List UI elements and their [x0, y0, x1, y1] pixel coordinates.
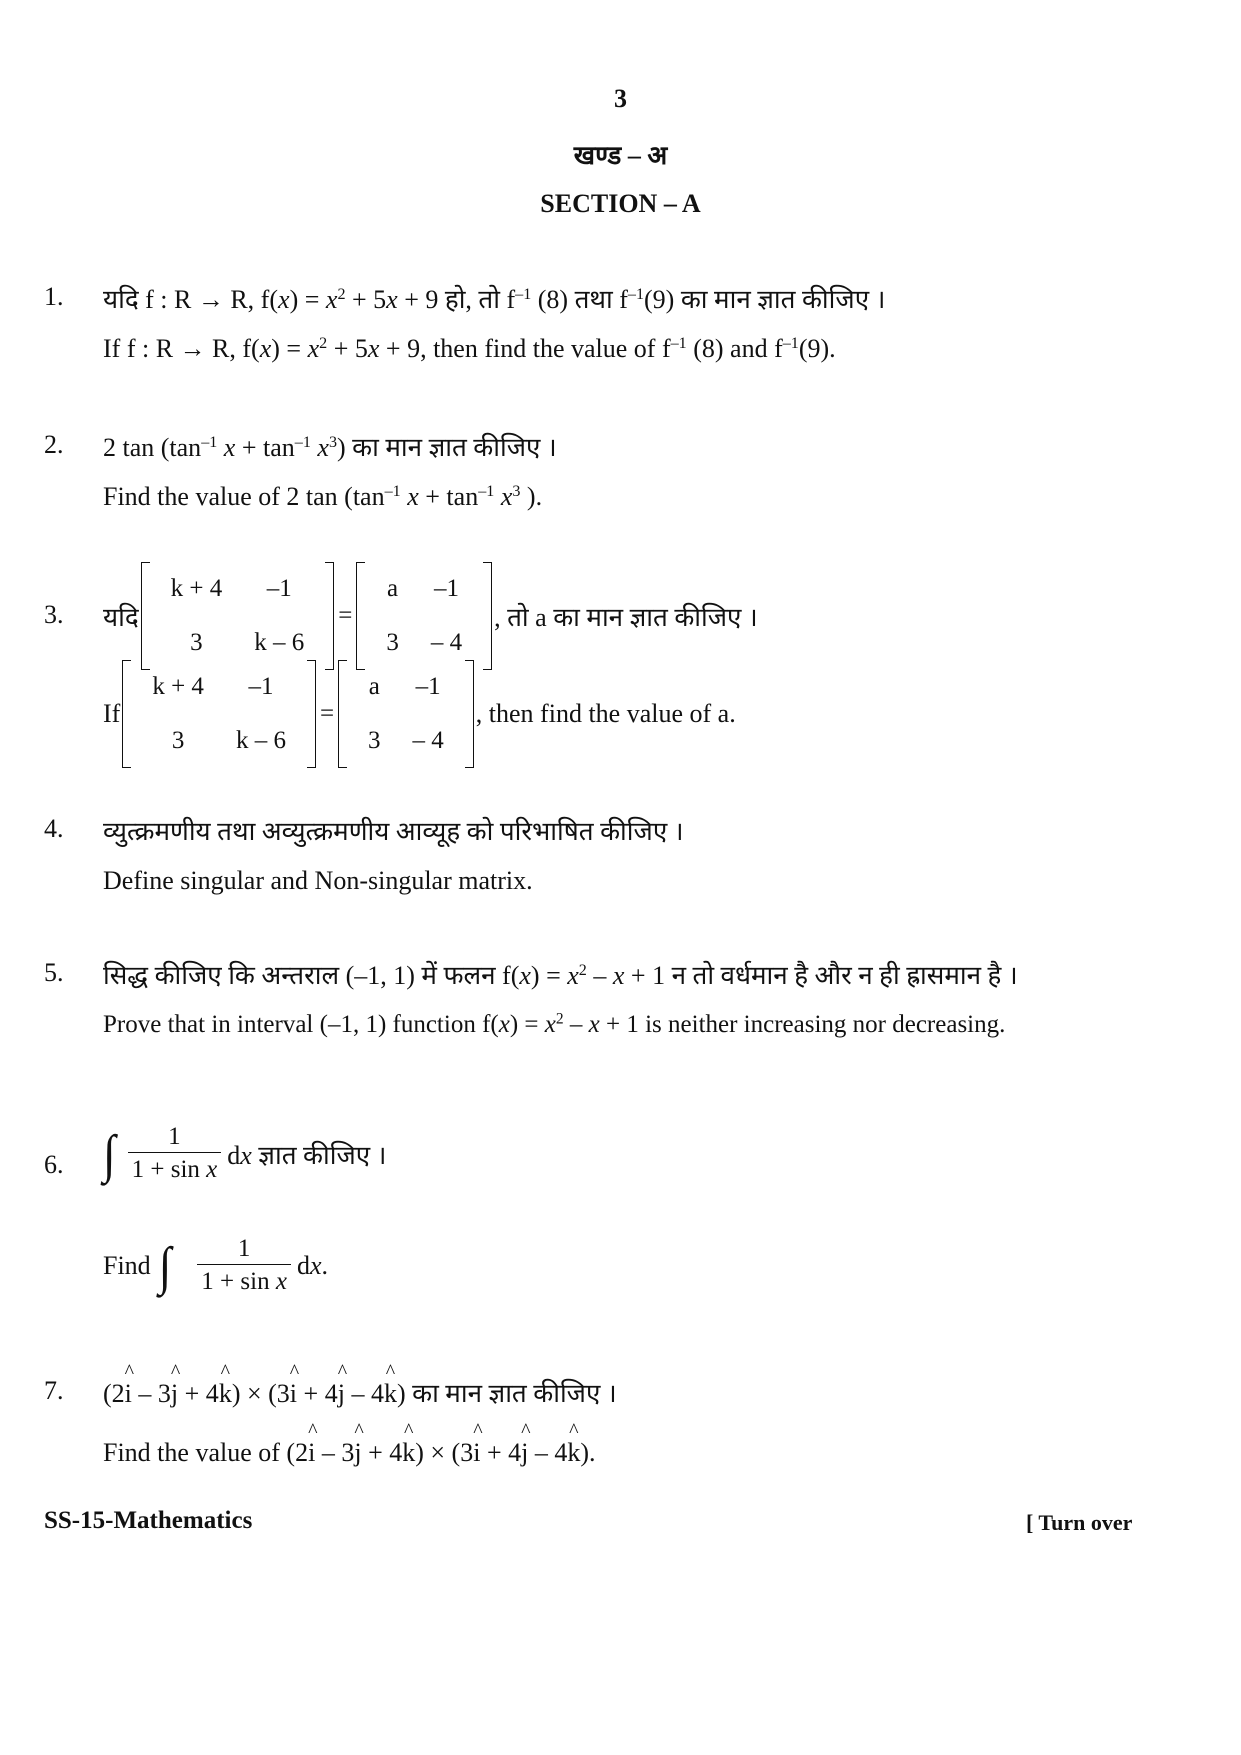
unit-vector-j: ^ j [170, 1361, 181, 1408]
question-number: 7. [44, 1376, 64, 1405]
unit-vector-j: ^ j [354, 1420, 364, 1467]
unit-vector-j: ^ j [521, 1420, 531, 1467]
integral-sign: ∫ [158, 1235, 172, 1295]
question-7-hindi: (2 ^ i – 3 ^ j + 4 ^ k) × (3 ^ i + 4 ^ j – 4 ^ k) का मान ज्ञात कीजिए । [103, 1361, 617, 1408]
unit-vector-i: ^ i [124, 1361, 135, 1408]
paper-code: SS-15-Mathematics [44, 1507, 253, 1534]
question-4-hindi: व्युत्क्रमणीय तथा अव्युत्क्रमणीय आव्यूह को परिभाषित कीजिए । [103, 817, 684, 846]
left-matrix: k + 4 –1 3 k – 6 [141, 562, 335, 670]
left-matrix: k + 4 –1 3 k – 6 [122, 660, 316, 768]
unit-vector-j: ^ j [337, 1361, 348, 1408]
question-number: 5. [44, 958, 64, 987]
unit-vector-i: ^ i [308, 1420, 318, 1467]
right-matrix: a –1 3 – 4 [356, 562, 492, 670]
unit-vector-k: ^ k [218, 1361, 232, 1408]
question-4-english: Define singular and Non-singular matrix. [103, 866, 533, 895]
question-number: 4. [44, 814, 64, 843]
question-3-hindi: यदि k + 4 –1 3 k – 6 = a –1 3 – 4 , तो a का मान ज्ञात कीजिए । [103, 562, 758, 670]
integral-sign: ∫ [103, 1123, 116, 1183]
unit-vector-i: ^ i [289, 1361, 300, 1408]
page-number: 3 [614, 84, 627, 113]
question-5-hindi: सिद्ध कीजिए कि अन्तराल (–1, 1) में फलन $f(x) = x^2 - x + 1$ न तो वर्धमान है और न ही ह्रासमान है । [103, 961, 1018, 990]
unit-vector-i: ^ i [473, 1420, 483, 1467]
question-1-english: If f : R → R, $f(x) = x^2 + 5x + 9$, then find the value of $f^{-1}$ (8) and $f^{-1}(9)$. [103, 334, 836, 363]
fraction: $\frac{1}{\text{1 + sin x}}$ [197, 1234, 291, 1297]
question-7-english: Find the value of (2 ^ i – 3 ^ j + 4 ^ k) × (3 ^ i + 4 ^ j – 4 ^ k). [103, 1420, 596, 1467]
right-matrix: a –1 3 – 4 [338, 660, 474, 768]
section-title-english: SECTION – A [540, 189, 701, 218]
section-title-hindi: खण्ड – अ [573, 141, 668, 170]
fraction: $\frac{1}{\text{1 + sin x}}$ [128, 1122, 222, 1185]
question-number: 6. [44, 1150, 64, 1179]
question-number: 1. [44, 282, 64, 311]
question-number: 2. [44, 430, 64, 459]
unit-vector-k: ^ k [402, 1420, 416, 1467]
question-2-english: Find the value of 2 $\tan (\tan^{-1}$ $x + \tan^{-1} x^3$ ). [103, 482, 543, 511]
question-2-hindi: 2 $\tan (\tan^{-1}$ $x + \tan^{-1} x^3$) का मान ज्ञात कीजिए । [103, 433, 557, 462]
question-6-hindi: ∫ $\frac{1}{\text{1 + sin x}}$ dx ज्ञात कीजिए । [103, 1122, 386, 1185]
unit-vector-k: ^ k [567, 1420, 581, 1467]
question-5-english: Prove that in interval (–1, 1) function $f(x) = x^2 - x + 1$ is neither increasing nor decreasing. [103, 1010, 1006, 1038]
turn-over-note: [ Turn over [1026, 1510, 1133, 1535]
question-3-english: If k + 4 –1 3 k – 6 = a –1 3 – 4 , then find the value of a. [103, 660, 736, 768]
question-number: 3. [44, 600, 64, 629]
question-6-english: Find ∫ $\frac{1}{\text{1 + sin x}}$ dx. [103, 1234, 328, 1297]
question-1-hindi: यदि f : R → R, $f(x) = x^2 + 5x + 9$ हो, तो $f^{-1}$ (8) तथा $f^{-1}(9)$ का मान ज्ञात कीजिए । [103, 285, 886, 314]
unit-vector-k: ^ k [383, 1361, 397, 1408]
